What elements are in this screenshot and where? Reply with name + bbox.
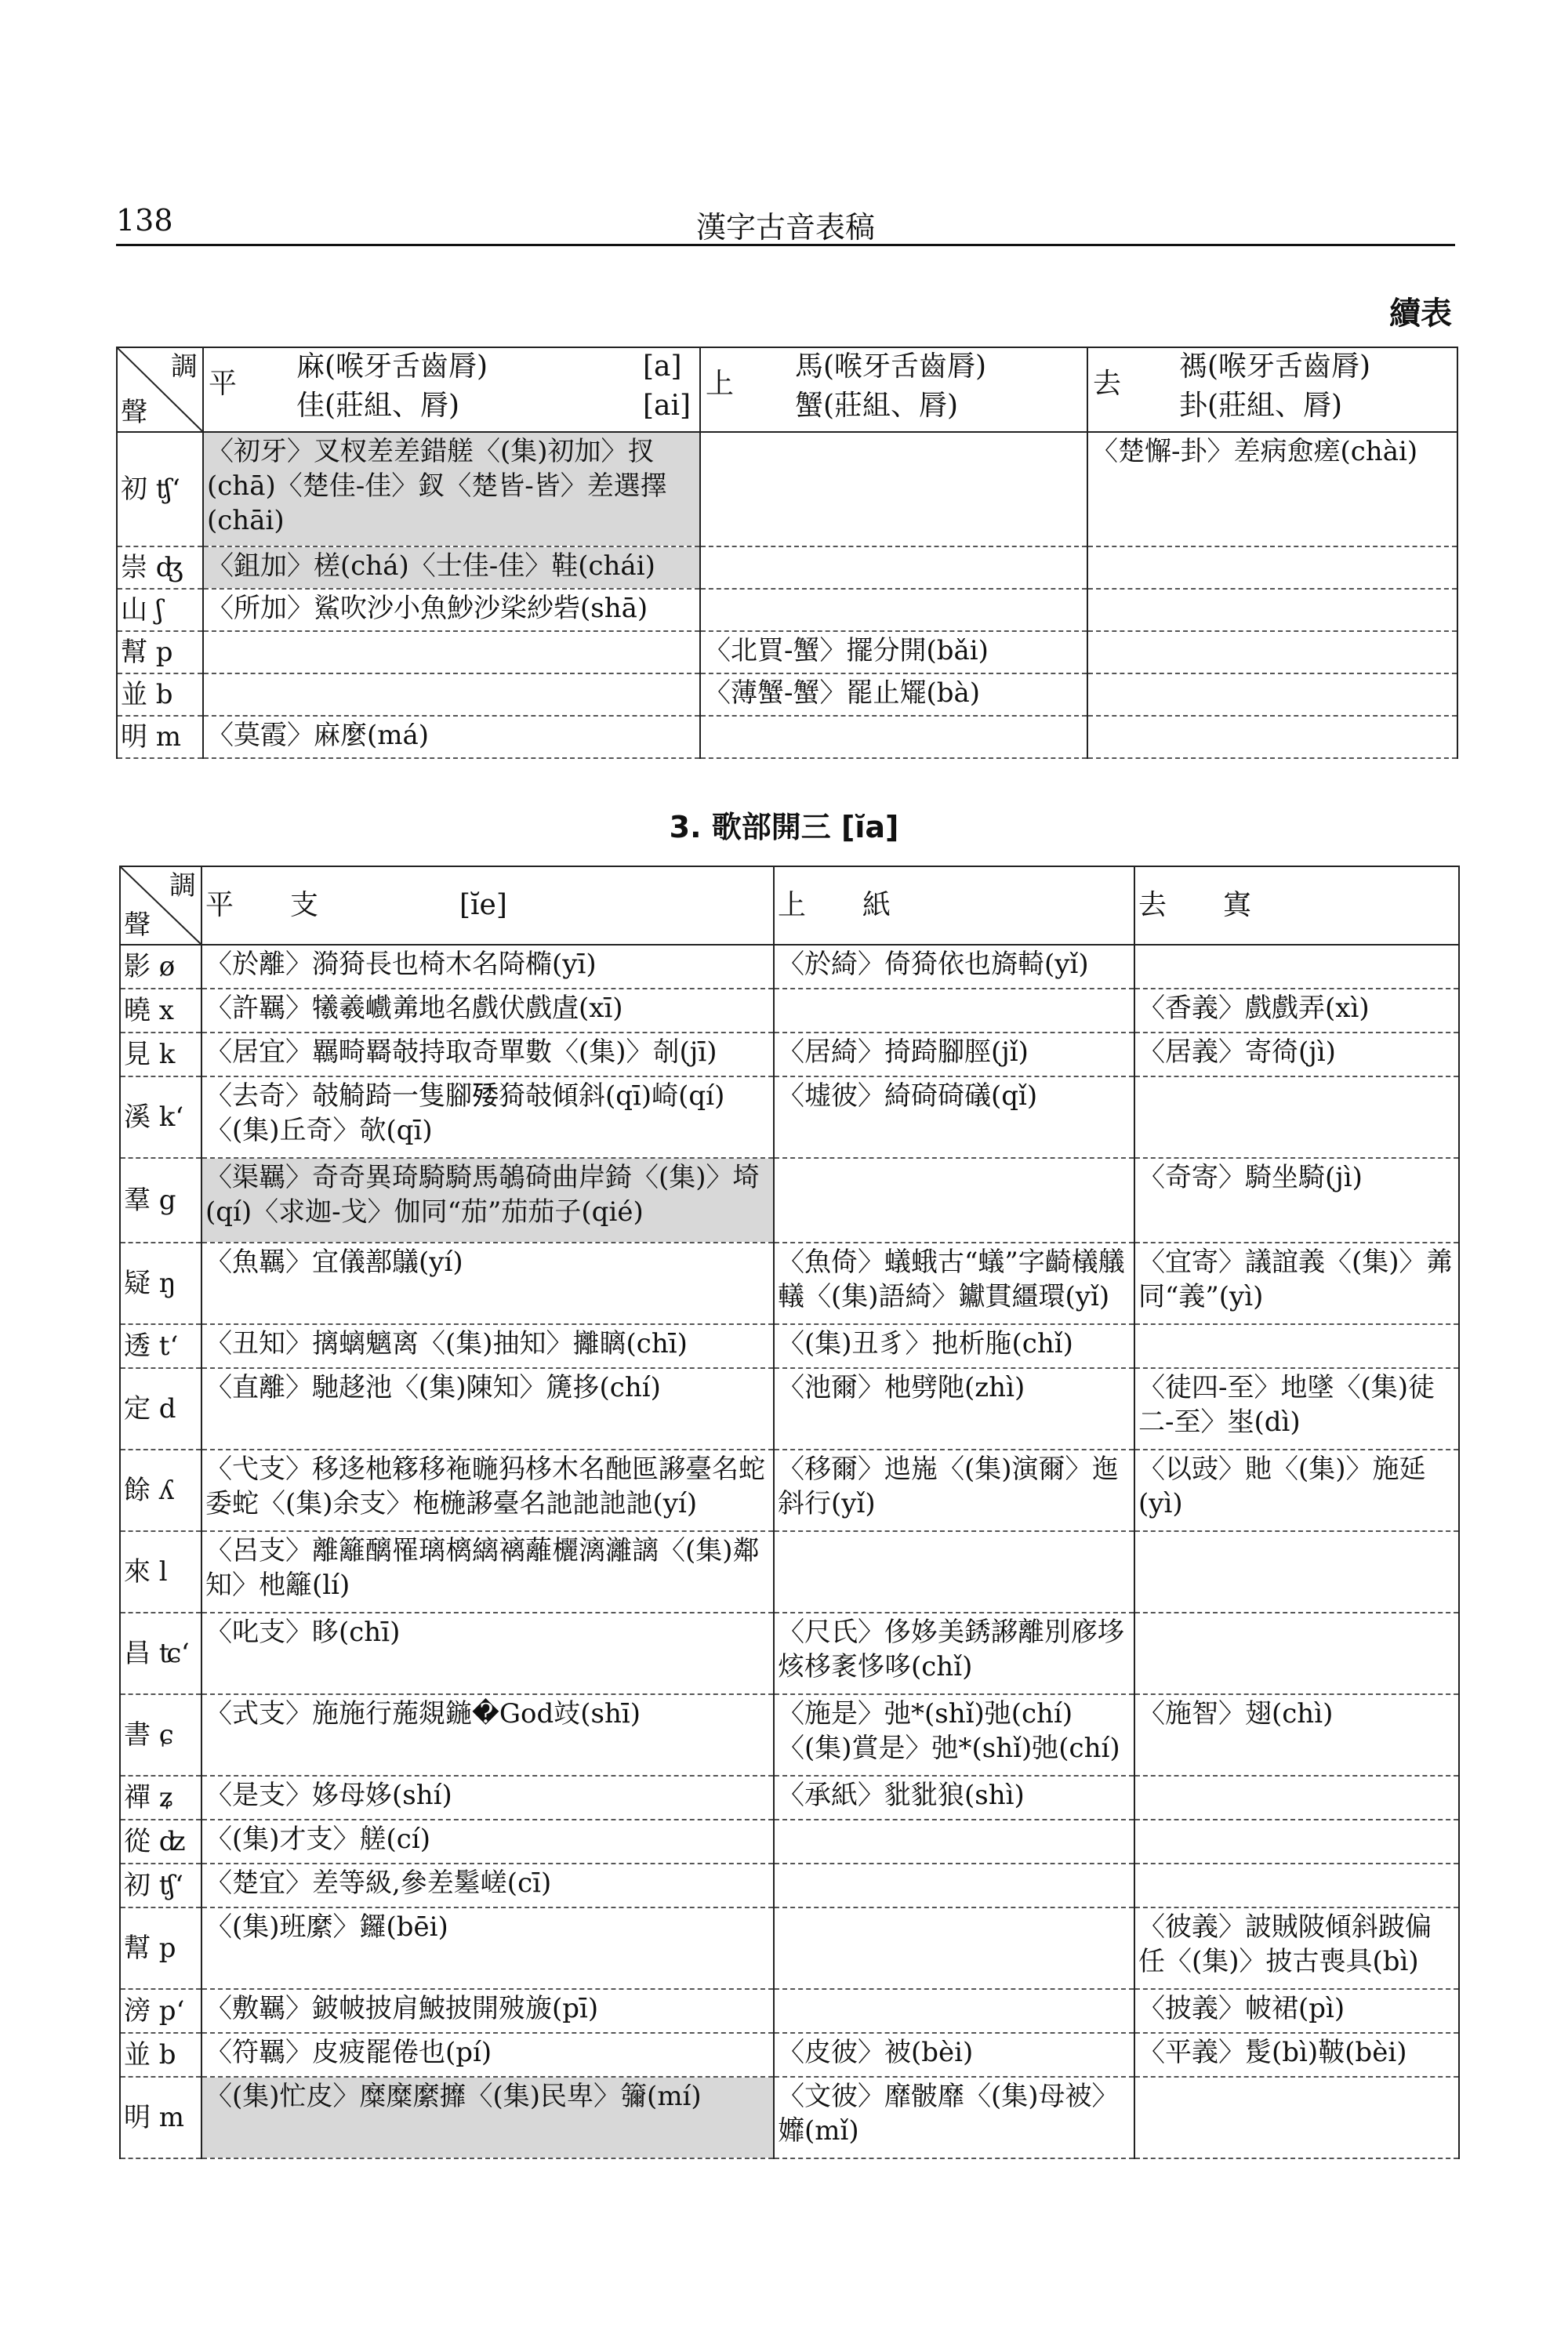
- table-row: [120, 1776, 1459, 1820]
- table-row: [120, 1613, 1459, 1694]
- initial-label: 崇 ʤ: [117, 546, 203, 589]
- section-title: 3. 歌部開三 [ĭa]: [669, 810, 899, 844]
- initial-label: 並 b: [120, 2033, 201, 2077]
- column-header-shang: [700, 347, 1087, 432]
- qu-cell: [1134, 1324, 1459, 1368]
- initial-label: 書 ɕ: [120, 1694, 201, 1776]
- rhyme-label: 麻(喉牙舌齒脣): [296, 350, 488, 383]
- table-row: [120, 1158, 1459, 1243]
- initial-label: 並 b: [117, 673, 203, 716]
- initial-label: 透 t‘: [120, 1324, 201, 1368]
- ping-cell: [203, 631, 700, 673]
- shang-cell: [774, 1907, 1134, 1989]
- ping-cell: 〈楚宜〉差等級,參差䰈嵯(cī): [201, 1864, 774, 1907]
- qu-cell: 〈以豉〉貤〈(集)〉施延(yì): [1134, 1450, 1459, 1531]
- ipa-label: [a]: [643, 350, 682, 383]
- table-row: [120, 1907, 1459, 1989]
- initial-label: 影 ø: [120, 945, 201, 989]
- column-header-ping: [203, 347, 700, 432]
- initial-label: 明 m: [117, 716, 203, 758]
- initial-label: 初 ʧ‘: [117, 432, 203, 546]
- qu-cell: 〈披義〉帔裙(pì): [1134, 1989, 1459, 2033]
- ping-cell: 〈直離〉馳趍池〈(集)陳知〉篪拸(chí): [201, 1368, 774, 1450]
- rhyme-label: 馬(喉牙舌齒脣): [795, 350, 987, 383]
- shang-cell: 〈移爾〉迆崺〈(集)演爾〉迤斜行(yǐ): [774, 1450, 1134, 1531]
- table-row: [120, 1324, 1459, 1368]
- shang-cell: 〈皮彼〉被(bèi): [774, 2033, 1134, 2077]
- table-row: [120, 1820, 1459, 1864]
- column-header-qu: 去 寘: [1134, 866, 1459, 945]
- ping-cell: 〈魚羈〉宜儀鄯鸃(yí): [201, 1243, 774, 1324]
- shang-cell: 〈(集)丑豸〉扡析胣(chǐ): [774, 1324, 1134, 1368]
- initial-label: 昌 ʨ‘: [120, 1613, 201, 1694]
- shang-cell: [774, 989, 1134, 1033]
- initial-label: 疑 ŋ: [120, 1243, 201, 1324]
- initial-label: 見 k: [120, 1033, 201, 1076]
- ping-cell: 〈渠羈〉奇奇異琦騎騎馬鵸碕曲岸錡〈(集)〉埼(qí)〈求迦-戈〉伽同“茄”茄茄子(qié): [201, 1158, 774, 1243]
- ping-cell: 〈初牙〉叉杈差差錯艖〈(集)初加〉扠(chā)〈楚佳-佳〉釵〈楚皆-皆〉差選擇(chāi): [203, 432, 700, 546]
- qu-cell: [1087, 546, 1457, 589]
- ping-cell: 〈(集)班縻〉鑼(bēi): [201, 1907, 774, 1989]
- ping-cell: 〈莫霞〉麻麼(má): [203, 716, 700, 758]
- qu-cell: 〈宜寄〉議誼義〈(集)〉羛同“義”(yì): [1134, 1243, 1459, 1324]
- table-row: [120, 2033, 1459, 2077]
- ping-cell: 〈於離〉漪猗長也椅木名陭橢(yī): [201, 945, 774, 989]
- table-row: [117, 589, 1457, 631]
- qu-cell: [1134, 2077, 1459, 2158]
- qu-cell: 〈徒四-至〉地墜〈(集)徒二-至〉埊(dì): [1134, 1368, 1459, 1450]
- initial-label: 溪 k‘: [120, 1076, 201, 1158]
- ping-cell: 〈去奇〉攲觭踦一隻腳𣨙猗攲傾斜(qī)崎(qí)〈(集)丘奇〉欹(qī): [201, 1076, 774, 1158]
- initial-label: 定 d: [120, 1368, 201, 1450]
- shang-cell: 〈魚倚〉蟻蛾古“蟻”字齮檥艤轙〈(集)語綺〉钀貫繮環(yǐ): [774, 1243, 1134, 1324]
- qu-cell: [1087, 631, 1457, 673]
- rhyme-label: 蟹(莊組、脣): [795, 390, 959, 422]
- shang-cell: 〈承紙〉豼豼狼(shì): [774, 1776, 1134, 1820]
- ping-cell: 〈符羈〉皮疲罷倦也(pí): [201, 2033, 774, 2077]
- table-row: [120, 1694, 1459, 1776]
- shang-cell: [700, 432, 1087, 546]
- tone-label: 去: [1093, 368, 1122, 400]
- shang-cell: [774, 1989, 1134, 2033]
- qu-cell: [1134, 1776, 1459, 1820]
- ping-cell: 〈所加〉鯊吹沙小魚魦沙桬紗砦(shā): [203, 589, 700, 631]
- ping-cell: 〈呂支〉離籬醨罹璃樆縭褵蘺欐漓灕謧〈(集)鄰知〉杝籬(lí): [201, 1531, 774, 1613]
- shang-cell: 〈薄蟹-蟹〉罷止矲(bà): [700, 673, 1087, 716]
- page-number: 138: [116, 203, 173, 238]
- qu-cell: 〈居義〉寄徛(jì): [1134, 1033, 1459, 1076]
- ping-cell: 〈居宜〉羈畸羇攲持取奇單數〈(集)〉剞(jī): [201, 1033, 774, 1076]
- shang-cell: 〈施是〉弛*(shǐ)弛(chí)〈(集)賞是〉弛*(shǐ)弛(chí): [774, 1694, 1134, 1776]
- table-row: [120, 1450, 1459, 1531]
- qu-cell: 〈楚懈-卦〉差病愈瘥(chài): [1087, 432, 1457, 546]
- tone-label: 上: [706, 368, 735, 400]
- table-row: [120, 1076, 1459, 1158]
- table-row: [117, 432, 1457, 546]
- table-row: [117, 716, 1457, 758]
- ping-cell: [203, 673, 700, 716]
- ping-cell: 〈(集)才支〉艖(cí): [201, 1820, 774, 1864]
- shang-cell: [774, 1531, 1134, 1613]
- table-row: [120, 989, 1459, 1033]
- qu-cell: 〈彼義〉詖賊陂傾斜跛偏任〈(集)〉披古喪具(bì): [1134, 1907, 1459, 1989]
- corner-initial-label: 聲: [121, 397, 147, 428]
- column-header-qu: [1087, 347, 1457, 432]
- ping-cell: 〈(集)忙皮〉糜糜縻攠〈(集)民卑〉䉲(mí): [201, 2077, 774, 2158]
- initial-label: 山 ʃ: [117, 589, 203, 631]
- table-corner: [117, 347, 203, 432]
- initial-label: 明 m: [120, 2077, 201, 2158]
- qu-cell: 〈施智〉翅(chì): [1134, 1694, 1459, 1776]
- table-corner: [120, 866, 201, 945]
- tone-label: 平: [209, 368, 238, 400]
- shang-cell: [774, 1820, 1134, 1864]
- initial-label: 羣 g: [120, 1158, 201, 1243]
- ping-cell: 〈鉏加〉槎(chá)〈士佳-佳〉鞋(chái): [203, 546, 700, 589]
- shang-cell: 〈北買-蟹〉擺分開(bǎi): [700, 631, 1087, 673]
- ping-cell: 〈敷羈〉鈹帔披肩鮍披開㱟旇(pī): [201, 1989, 774, 2033]
- table-row: [120, 1033, 1459, 1076]
- initial-label: 滂 p‘: [120, 1989, 201, 2033]
- corner-tone-label: 調: [169, 870, 196, 902]
- rhyme-label: 卦(莊組、脣): [1179, 390, 1343, 422]
- shang-cell: [700, 716, 1087, 758]
- shang-cell: [700, 589, 1087, 631]
- initial-label: 來 l: [120, 1531, 201, 1613]
- ping-cell: 〈叱支〉眵(chī): [201, 1613, 774, 1694]
- column-header-ping: 平 支 [ĭe]: [201, 866, 774, 945]
- qu-cell: [1134, 1613, 1459, 1694]
- corner-initial-label: 聲: [124, 909, 151, 941]
- qu-cell: [1134, 1820, 1459, 1864]
- initial-label: 幫 p: [120, 1907, 201, 1989]
- qu-cell: 〈香義〉戲戲弄(xì): [1134, 989, 1459, 1033]
- ping-cell: 〈弋支〉移迻杝簃移袘暆犸栘木名酏匜謻臺名蛇委蛇〈(集)余支〉柂椸謻臺名訑訑訑訑(yí): [201, 1450, 774, 1531]
- table-row: [120, 1368, 1459, 1450]
- qu-cell: [1134, 1076, 1459, 1158]
- initial-label: 餘 ʎ: [120, 1450, 201, 1531]
- running-title: 漢字古音表稿: [695, 210, 875, 245]
- qu-cell: 〈平義〉髲(bì)鞁(bèi): [1134, 2033, 1459, 2077]
- page-header: [116, 200, 1455, 246]
- column-header-shang: 上 紙: [774, 866, 1134, 945]
- ipa-label: [ai]: [643, 390, 691, 422]
- corner-tone-label: 調: [171, 351, 198, 383]
- table-row: [120, 1864, 1459, 1907]
- shang-cell: [700, 546, 1087, 589]
- shang-cell: 〈居綺〉掎踦腳脛(jǐ): [774, 1033, 1134, 1076]
- rhyme-label: 禡(喉牙舌齒脣): [1179, 350, 1371, 383]
- ping-cell: 〈式支〉施施行葹覢鍦�God攱(shī): [201, 1694, 774, 1776]
- table-row: [120, 1989, 1459, 2033]
- table-row: [120, 1531, 1459, 1613]
- table-row: [117, 546, 1457, 589]
- qu-cell: [1087, 673, 1457, 716]
- initial-label: 幫 p: [117, 631, 203, 673]
- initial-label: 禪 ʑ: [120, 1776, 201, 1820]
- shang-cell: 〈墟彼〉綺碕碕礒(qǐ): [774, 1076, 1134, 1158]
- qu-cell: [1134, 945, 1459, 989]
- initial-label: 從 ʣ: [120, 1820, 201, 1864]
- qu-cell: [1087, 716, 1457, 758]
- table-row: [120, 945, 1459, 989]
- shang-cell: [774, 1158, 1134, 1243]
- ping-cell: 〈丑知〉摛螭魑离〈(集)抽知〉攡瞝(chī): [201, 1324, 774, 1368]
- continued-label: 續表: [1389, 296, 1452, 332]
- table-row: [117, 631, 1457, 673]
- ping-cell: 〈許羈〉犧羲巇羛地名戲伏戲虘(xī): [201, 989, 774, 1033]
- shang-cell: 〈池爾〉杝劈阤(zhì): [774, 1368, 1134, 1450]
- initial-label: 初 ʧ‘: [120, 1864, 201, 1907]
- table-row: [120, 1243, 1459, 1324]
- qu-cell: [1134, 1531, 1459, 1613]
- rhyme-label: 佳(莊組、脣): [296, 390, 460, 422]
- qu-cell: [1087, 589, 1457, 631]
- ping-cell: 〈是支〉姼母姼(shí): [201, 1776, 774, 1820]
- shang-cell: [774, 1864, 1134, 1907]
- shang-cell: 〈於綺〉倚猗依也旖輢(yǐ): [774, 945, 1134, 989]
- initial-label: 曉 x: [120, 989, 201, 1033]
- table-row: [117, 673, 1457, 716]
- qu-cell: [1134, 1864, 1459, 1907]
- qu-cell: 〈奇寄〉騎坐騎(jì): [1134, 1158, 1459, 1243]
- table-ge-rhyme-kai-san: [119, 866, 1460, 2159]
- shang-cell: 〈文彼〉靡骳靡〈(集)母被〉孊(mǐ): [774, 2077, 1134, 2158]
- table-continued-rhymes: [116, 347, 1458, 759]
- table-row: [120, 2077, 1459, 2158]
- shang-cell: 〈尺氏〉侈姼美銹謻離別㢋垑烗栘袲恀哆(chǐ): [774, 1613, 1134, 1694]
